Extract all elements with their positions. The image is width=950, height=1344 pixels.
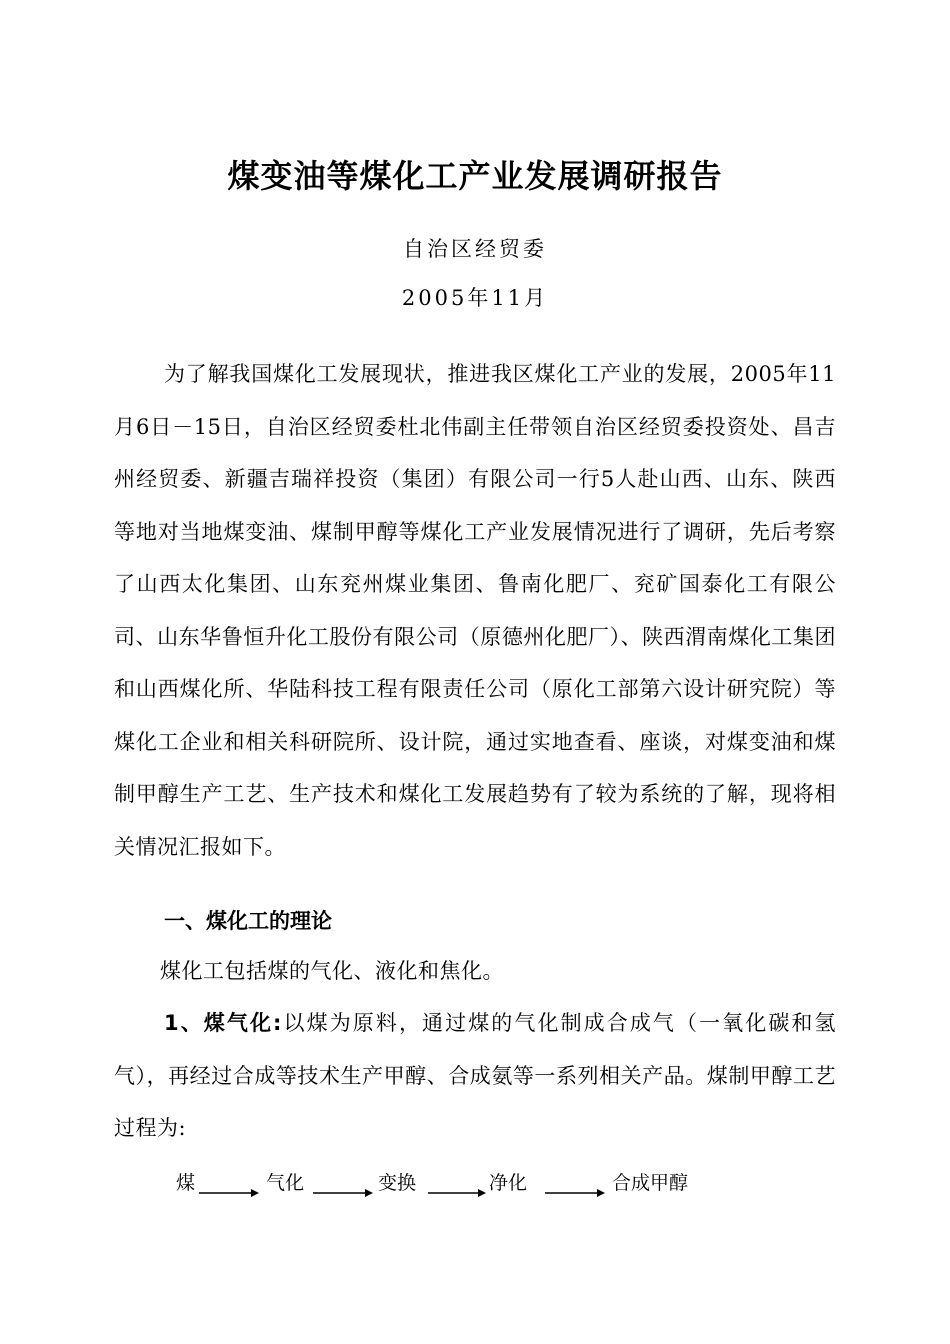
item-text: 以煤为原料，通过煤的气化制成合成气（一氧化碳和氢气），再经过合成等技术生产甲醇、合成氨等一系列相关产品。煤制甲醇工艺过程为: (114, 1011, 837, 1140)
flow-step-purification: 净化 (489, 1172, 528, 1194)
flow-arrow-icon (199, 1183, 259, 1197)
intro-paragraph: 为了解我国煤化工发展现状，推进我区煤化工产业的发展，2005年11月6日－15日，自治区经贸委杜北伟副主任带领自治区经贸委投资处、昌吉州经贸委、新疆吉瑞祥投资（集团）有限公司一行5人赴山西、山东、陕西等地对当地煤变油、煤制甲醇等煤化工产业发展情况进行了调研，先后考察了山西太化集团、山东兖州煤业集团、鲁南化肥厂、兖矿国泰化工有限公司、山东华鲁恒升化工股份有限公司（原德州化肥厂）、陕西渭南煤化工集团和山西煤化所、华陆科技工程有限责任公司（原化工部第六设计研究院）等煤化工企业和相关科研院所、设计院，通过实地查看、座谈，对煤变油和煤制甲醇生产工艺、生产技术和煤化工发展趋势有了较为系统的了解，现将相关情况汇报如下。 (114, 362, 836, 859)
item-lead: 1、煤气化: (164, 1011, 282, 1035)
process-flow-diagram (0, 1164, 950, 1204)
flow-arrow-icon (313, 1183, 373, 1197)
author-line: 自治区经贸委 (403, 237, 547, 261)
section-intro-text: 煤化工包括煤的气化、液化和焦化。 (160, 959, 504, 983)
flow-arrow-icon (545, 1183, 605, 1197)
flow-step-shift: 变换 (378, 1172, 417, 1194)
flow-step-coal: 煤 (176, 1172, 196, 1194)
date-line: 2005年11月 (401, 286, 549, 310)
flow-step-methanol-synthesis: 合成甲醇 (612, 1172, 689, 1194)
coal-gasification-paragraph (114, 997, 836, 1155)
document-title: 煤变油等煤化工产业发展调研报告 (227, 157, 723, 195)
section-heading: 一、煤化工的理论 (164, 909, 332, 933)
flow-arrow-icon (428, 1183, 486, 1197)
flow-step-gasification: 气化 (266, 1172, 305, 1194)
